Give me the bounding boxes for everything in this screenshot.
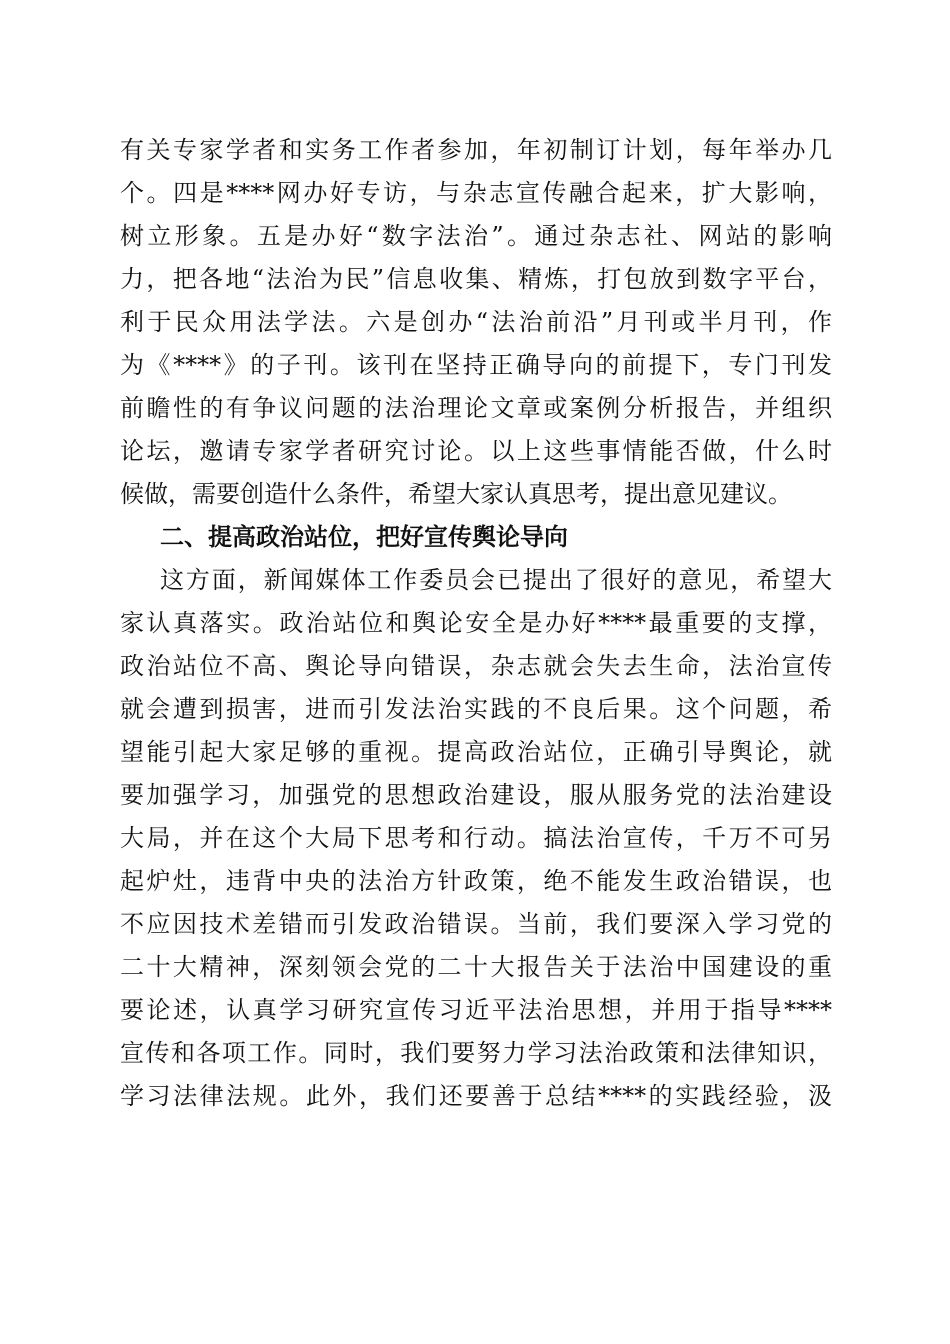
text-line: 起炉灶，违背中央的法治方针政策，绝不能发生政治错误，也 <box>120 867 832 895</box>
text-line: 就会遭到损害，进而引发法治实践的不良后果。这个问题，希 <box>120 695 832 723</box>
text-line: 力，把各地“法治为民”信息收集、精炼，打包放到数字平台， <box>120 265 832 293</box>
text-line: 二十大精神，深刻领会党的二十大报告关于法治中国建设的重 <box>120 953 832 981</box>
text-line: 论坛，邀请专家学者研究讨论。以上这些事情能否做，什么时 <box>120 437 832 465</box>
text-line: 学习法律法规。此外，我们还要善于总结****的实践经验，汲 <box>120 1082 832 1110</box>
document-body <box>120 129 832 1118</box>
text-line: 这方面，新闻媒体工作委员会已提出了很好的意见，希望大 <box>160 566 832 594</box>
text-line: 要论述，认真学习研究宣传习近平法治思想，并用于指导**** <box>120 996 832 1024</box>
text-line: 望能引起大家足够的重视。提高政治站位，正确引导舆论，就 <box>120 738 832 766</box>
text-line: 家认真落实。政治站位和舆论安全是办好****最重要的支撑， <box>120 609 832 637</box>
text-line: 树立形象。五是办好“数字法治”。通过杂志社、网站的影响 <box>120 222 832 250</box>
text-line: 大局，并在这个大局下思考和行动。搞法治宣传，千万不可另 <box>120 824 832 852</box>
text-line: 个。四是****网办好专访，与杂志宣传融合起来，扩大影响， <box>120 179 832 207</box>
section-heading: 二、提高政治站位，把好宣传舆论导向 <box>160 523 568 551</box>
text-line: 要加强学习，加强党的思想政治建设，服从服务党的法治建设 <box>120 781 832 809</box>
text-line: 不应因技术差错而引发政治错误。当前，我们要深入学习党的 <box>120 910 832 938</box>
text-line: 前瞻性的有争议问题的法治理论文章或案例分析报告，并组织 <box>120 394 832 422</box>
text-line: 为《****》的子刊。该刊在坚持正确导向的前提下，专门刊发 <box>120 351 832 379</box>
text-line: 候做，需要创造什么条件，希望大家认真思考，提出意见建议。 <box>120 480 792 508</box>
text-line: 政治站位不高、舆论导向错误，杂志就会失去生命，法治宣传 <box>120 652 832 680</box>
paragraph-continued <box>120 129 832 516</box>
text-line: 宣传和各项工作。同时，我们要努力学习法治政策和法律知识， <box>120 1039 832 1067</box>
text-line: 有关专家学者和实务工作者参加，年初制订计划，每年举办几 <box>120 136 832 164</box>
paragraph <box>120 559 832 1118</box>
text-line: 利于民众用法学法。六是创办“法治前沿”月刊或半月刊，作 <box>120 308 832 336</box>
